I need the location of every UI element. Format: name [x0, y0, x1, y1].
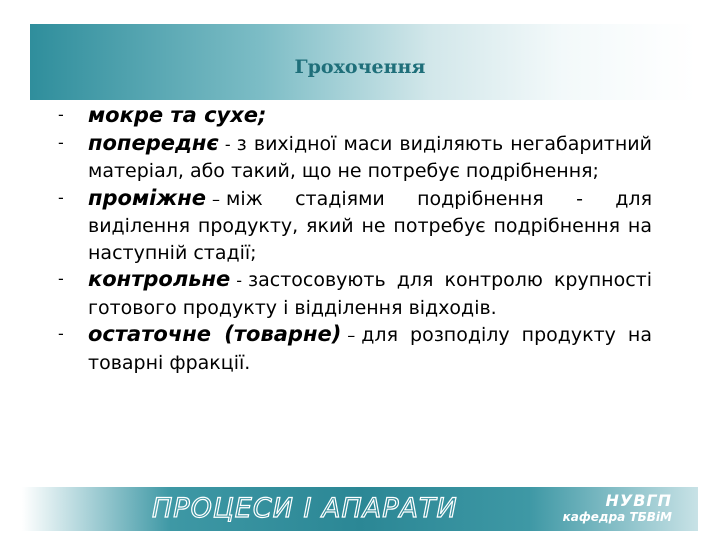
list-item: [58, 102, 652, 130]
list-item-keyword: мокре та сухе;: [88, 103, 267, 127]
list-item-text: для розподілу продукту на товарні фракції.: [88, 324, 652, 374]
list-item-keyword: остаточне (товарне): [88, 322, 342, 346]
list-item-keyword: попереднє: [88, 130, 219, 155]
list-item-text: застосовують для контролю крупності готового продукту і відділення відходів.: [88, 269, 652, 319]
list-item: [58, 266, 652, 321]
list-item: [58, 130, 652, 185]
list-dash: -: [58, 324, 64, 343]
list-item: [58, 321, 652, 376]
university-logo: [563, 491, 672, 524]
list-dash: -: [58, 269, 64, 288]
slide-title: Грохочення: [294, 56, 426, 78]
footer-banner: [22, 487, 698, 531]
slide-content: [58, 102, 652, 376]
logo-sub-text: кафедра ТБВіМ: [562, 510, 672, 524]
list-item-keyword: проміжне: [88, 185, 206, 210]
list-item: [58, 185, 652, 267]
list-item-separator: –: [347, 326, 356, 345]
logo-main-text: НУВГП: [605, 491, 672, 510]
list-item-separator: –: [211, 189, 220, 209]
list-item-text: з вихідної маси виділяють негабаритний матеріал, або такий, що не потребує подрібнення;: [88, 132, 652, 182]
course-title: ПРОЦЕСИ І АПАРАТИ: [152, 493, 458, 524]
list-item-text: між стадіями подрібнення - для виділення продукту, який не потребує подрібнення на наступній стадії;: [88, 187, 652, 264]
list-dash: -: [58, 187, 64, 207]
list-dash: -: [58, 105, 64, 124]
list-item-separator: -: [224, 134, 231, 154]
list-item-separator: -: [236, 271, 243, 290]
list-item-keyword: контрольне: [88, 267, 231, 291]
list-dash: -: [58, 132, 64, 152]
